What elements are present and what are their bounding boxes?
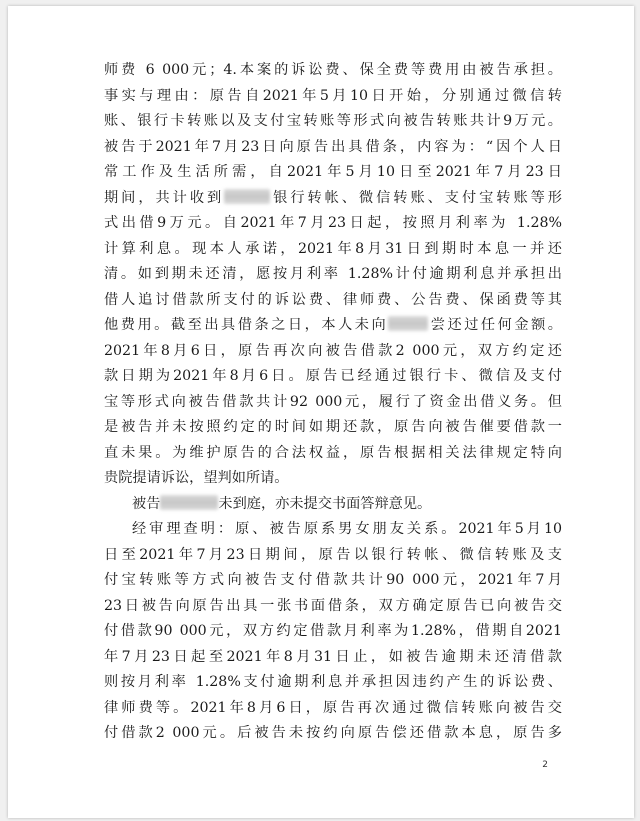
text-line: 被告于2021年7月23日向原告出具借条，内容为：“因个人日 — [104, 138, 562, 155]
text-line: 律师费等。2021年8月6日，原告再次通过微信转账向被告交 — [104, 699, 562, 716]
text-line: 账、银行卡转账以及支付宝转账等形式向被告转账共计9万元。 — [104, 113, 562, 129]
text-line: 宝等形式向被告借款共计92 000元，履行了资金出借义务。但 — [104, 393, 562, 410]
text-line: 则按月利率 1.28%支付逾期利息并承担因违约产生的诉讼费、 — [104, 674, 562, 690]
document-page — [8, 6, 634, 818]
text-line: 付借款2 000元。后被告未按约向原告偿还借款本息，原告多 — [104, 725, 562, 741]
text-fragment: 未到庭，亦未提交书面答辩意见。 — [218, 495, 432, 512]
text-line: 贵院提请诉讼，望判如所请。 — [104, 470, 289, 486]
text-fragment: 被告 — [132, 495, 161, 512]
text-line — [104, 492, 562, 518]
text-fragment: 尝还过任何金额。 — [428, 317, 562, 333]
redacted-name — [388, 316, 428, 331]
text-line — [104, 186, 562, 212]
text-line: 付宝转账等方式向被告支付借款共计90 000元，2021年7月 — [104, 572, 562, 588]
text-line: 清。如到期未还清，愿按月利率 1.28%计付逾期利息并承担出 — [104, 266, 562, 282]
text-line: 师费 6 000元；4.本案的诉讼费、保全费等费用由被告承担。 — [104, 62, 562, 78]
text-line: 是被告并未按照约定的时间如期还款，原告向被告催要借款一 — [104, 419, 562, 435]
text-line: 常工作及生活所需，自2021年5月10日至2021年7月23日 — [104, 164, 562, 180]
text-line: 2021年8月6日，原告再次向被告借款2 000元，双方约定还 — [104, 342, 562, 359]
text-line: 事实与理由：原告自2021年5月10日开始，分别通过微信转 — [104, 87, 562, 104]
text-line: 借人追讨借款所支付的诉讼费、律师费、公告费、保函费等其 — [104, 291, 562, 308]
text-line — [104, 313, 562, 339]
text-line: 直未果。为维护原告的合法权益，原告根据相关法律规定特向 — [104, 444, 562, 461]
page-number: 2 — [542, 760, 548, 770]
text-line: 付借款90 000元，双方约定借款月利率为1.28%，借期自2021 — [104, 623, 562, 639]
text-line: 日至2021年7月23日期间，原告以银行转帐、微信转账及支 — [104, 546, 562, 563]
text-line: 23日被告向原告出具一张书面借条，双方确定原告已向被告交 — [104, 597, 562, 614]
redacted-name — [224, 189, 270, 204]
text-line: 计算利息。现本人承诺，2021年8月31日到期时本息一并还 — [104, 240, 562, 257]
text-line: 式出借9万元。自2021年7月23日起，按照月利率为 1.28% — [104, 215, 562, 231]
text-fragment: 银行转帐、微信转账、支付宝转账等形 — [270, 189, 562, 206]
document-body — [104, 58, 562, 747]
text-fragment: 期间，共计收到 — [104, 189, 225, 206]
text-line: 经审理查明：原、被告原系男女朋友关系。2021年5月10 — [132, 521, 562, 537]
text-line: 款日期为2021年8月6日。原告已经通过银行卡、微信及支付 — [104, 368, 562, 384]
redacted-name — [160, 495, 218, 510]
text-fragment: 他费用。截至出具借条之日，本人未向 — [104, 317, 389, 333]
text-line: 年7月23日起至2021年8月31日止，如被告逾期未还清借款 — [104, 648, 562, 665]
